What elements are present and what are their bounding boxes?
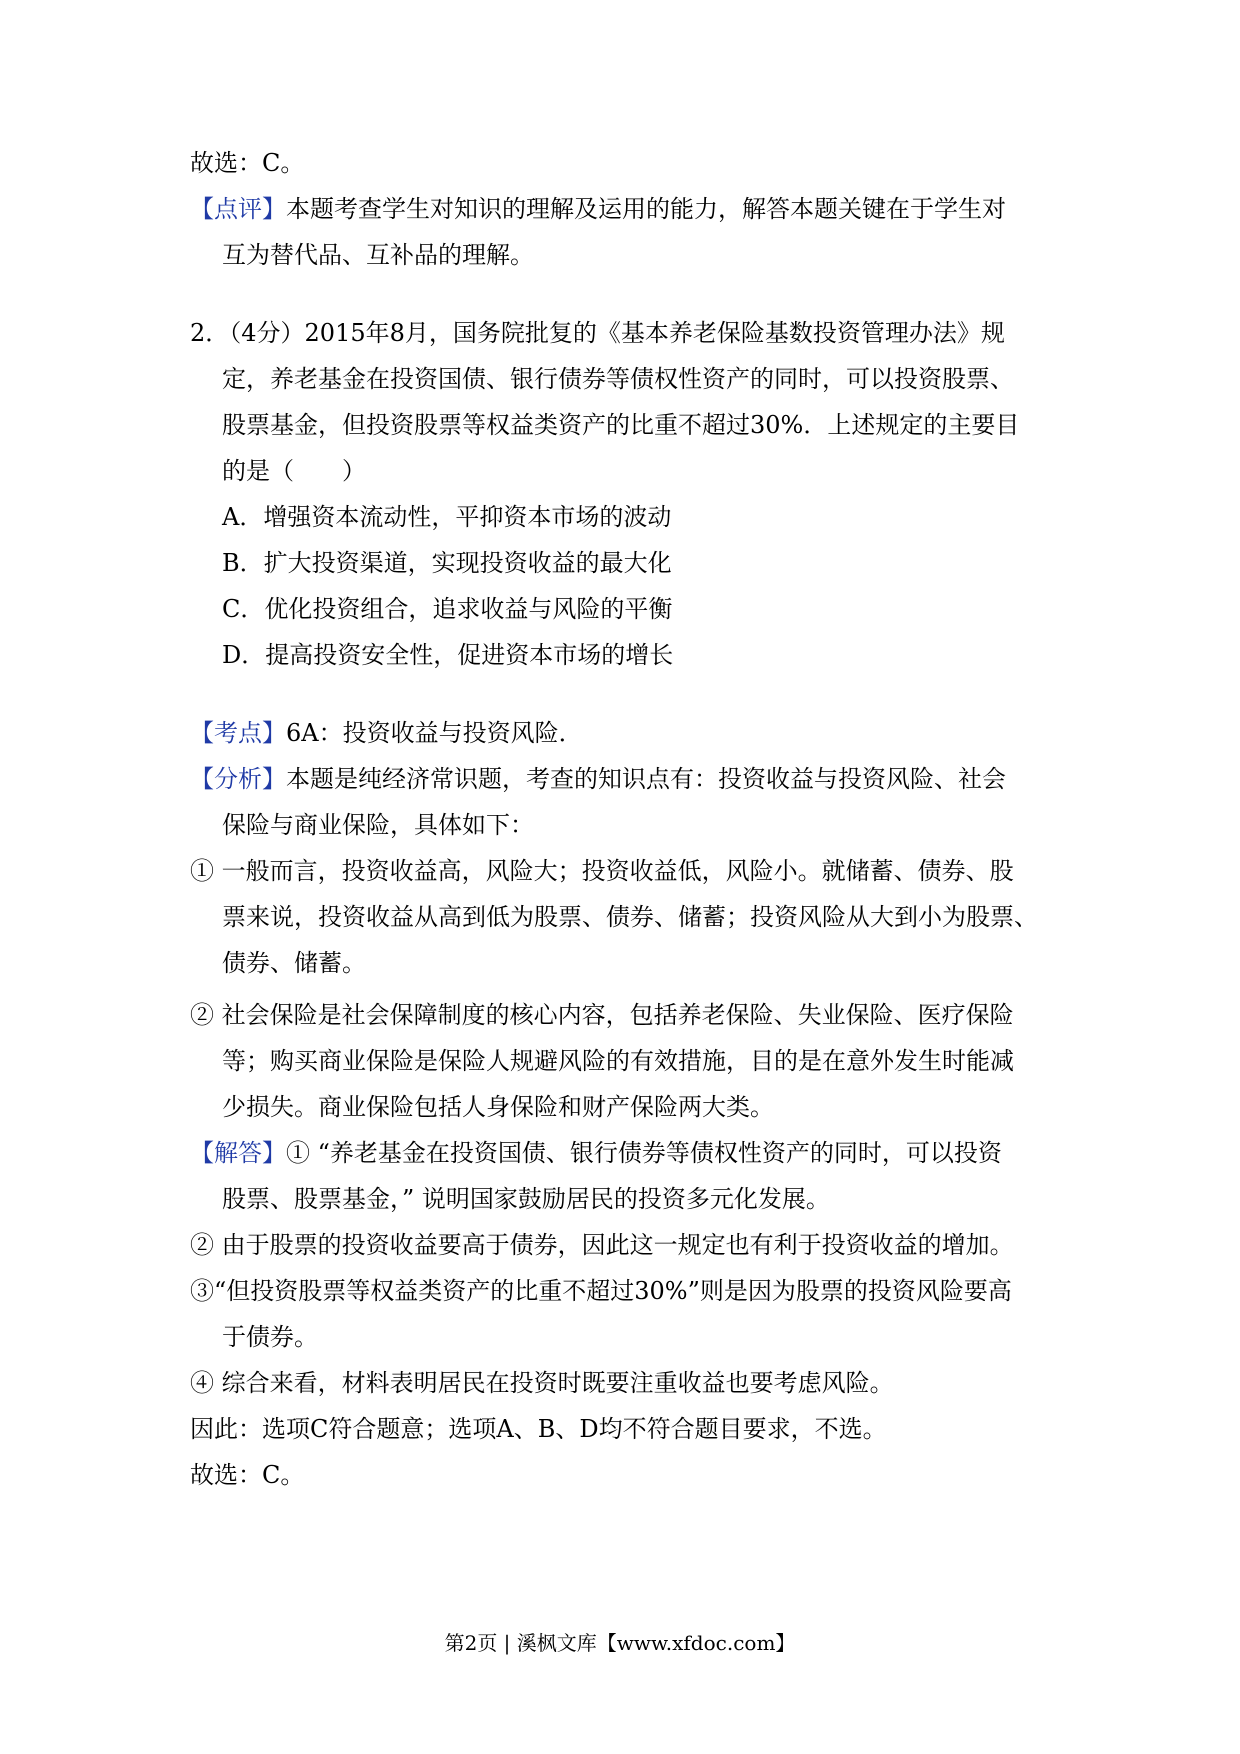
kaodian-line [190, 718, 583, 748]
jieda-line-2 [222, 1184, 830, 1214]
point1-text-3: 债券、储蓄。 [222, 949, 366, 977]
option-a-text: A．增强资本流动性，平抑资本市场的波动 [222, 503, 672, 531]
answer-point-2-text: ② 由于股票的投资收益要高于债券，因此这一规定也有利于投资收益的增加。 [190, 1231, 1014, 1259]
answer-text: 故选：C。 [190, 149, 305, 177]
point2-text-2: 等；购买商业保险是保险人规避风险的有效措施，目的是在意外发生时能减 [222, 1047, 1014, 1075]
option-c [222, 594, 672, 624]
option-b [222, 548, 672, 578]
footer-text: 第2页 | 溪枫文库【www.xfdoc.com】 [444, 1631, 796, 1655]
fenxi-line-2 [222, 810, 534, 840]
answer-point-4 [190, 1368, 894, 1398]
answer-line [190, 148, 304, 178]
question-stem-text-1: 2．（4分）2015年8月，国务院批复的《基本养老保险基数投资管理办法》规 [190, 319, 1005, 347]
fenxi-text: 本题是纯经济常识题，考查的知识点有：投资收益与投资风险、社会 [286, 765, 1006, 793]
option-d [222, 640, 673, 670]
question-stem-4 [222, 456, 366, 486]
answer-point-3-line-2 [222, 1322, 318, 1352]
point1-line-2 [222, 902, 1038, 932]
answer-point-4-text: ④ 综合来看，材料表明居民在投资时既要注重收益也要考虑风险。 [190, 1369, 894, 1397]
page-footer [0, 1630, 1240, 1656]
point2-line-2 [222, 1046, 1014, 1076]
question-stem-text-2: 定，养老基金在投资国债、银行债券等债权性资产的同时，可以投资股票、 [222, 365, 1014, 393]
review-text: 本题考查学生对知识的理解及运用的能力，解答本题关键在于学生对 [286, 195, 1006, 223]
option-d-text: D．提高投资安全性，促进资本市场的增长 [222, 641, 674, 669]
jieda-tag: 【解答】 [190, 1139, 286, 1167]
option-b-text: B．扩大投资渠道，实现投资收益的最大化 [222, 549, 672, 577]
option-a [222, 502, 671, 532]
fenxi-tag: 【分析】 [190, 765, 286, 793]
question-stem-1 [190, 318, 1005, 348]
option-c-text: C．优化投资组合，追求收益与风险的平衡 [222, 595, 673, 623]
answer-point-3-text: ③“但投资股票等权益类资产的比重不超过30%”则是因为股票的投资风险要高 [190, 1277, 1012, 1305]
question-stem-2 [222, 364, 1014, 394]
answer-point-3 [190, 1276, 1012, 1306]
point1-line-3 [222, 948, 366, 978]
review-tag: 【点评】 [190, 195, 286, 223]
review-text-2: 互为替代品、互补品的理解。 [222, 241, 534, 269]
point2-line-1 [190, 1000, 1014, 1030]
answer-point-3-text-2: 于债券。 [222, 1323, 318, 1351]
point1-line-1 [190, 856, 1014, 886]
kaodian-tag: 【考点】 [190, 719, 286, 747]
review-line [190, 194, 1006, 224]
point1-text-1: ① 一般而言，投资收益高，风险大；投资收益低，风险小。就储蓄、债券、股 [190, 857, 1014, 885]
fenxi-text-2: 保险与商业保险，具体如下： [222, 811, 534, 839]
question-stem-3 [222, 410, 1019, 440]
question-stem-text-4: 的是（ ） [222, 457, 366, 485]
conclusion-text: 因此：选项C符合题意；选项A、B、D均不符合题目要求，不选。 [190, 1415, 887, 1443]
point2-text-1: ② 社会保险是社会保障制度的核心内容，包括养老保险、失业保险、医疗保险 [190, 1001, 1014, 1029]
final-answer-text: 故选：C。 [190, 1461, 305, 1489]
point2-line-3 [222, 1092, 774, 1122]
jieda-text-2: 股票、股票基金，” 说明国家鼓励居民的投资多元化发展。 [222, 1185, 830, 1213]
jieda-text: ① “养老基金在投资国债、银行债券等债权性资产的同时，可以投资 [286, 1139, 1002, 1167]
point1-text-2: 票来说，投资收益从高到低为股票、债券、储蓄；投资风险从大到小为股票、 [222, 903, 1038, 931]
question-stem-text-3: 股票基金，但投资股票等权益类资产的比重不超过30%．上述规定的主要目 [222, 411, 1020, 439]
fenxi-line [190, 764, 1006, 794]
answer-point-2 [190, 1230, 1014, 1260]
review-line-2 [222, 240, 534, 270]
conclusion-line [190, 1414, 887, 1444]
point2-text-3: 少损失。商业保险包括人身保险和财产保险两大类。 [222, 1093, 774, 1121]
kaodian-text: 6A：投资收益与投资风险． [286, 719, 583, 747]
final-answer-line [190, 1460, 304, 1490]
jieda-line [190, 1138, 1002, 1168]
